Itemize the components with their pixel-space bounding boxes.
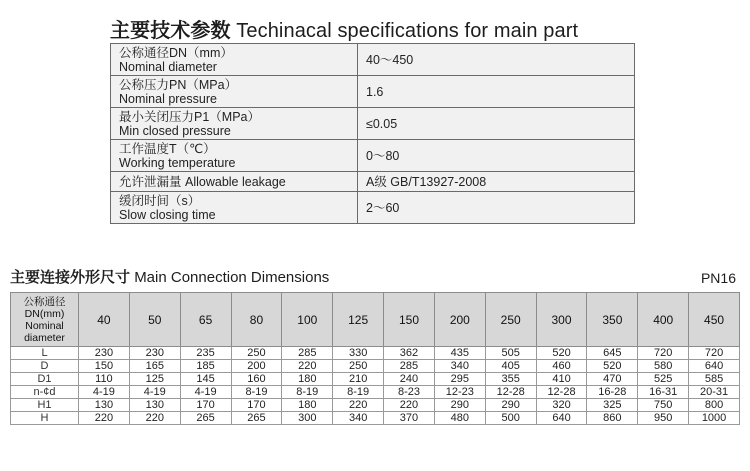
dimension-table: [10, 292, 740, 425]
dim-cell: 165: [129, 360, 180, 373]
spec-value: ≤0.05: [358, 108, 635, 140]
dim-cell: 950: [638, 412, 689, 425]
dim-row: [11, 386, 740, 399]
dim-header-line: DN(mm): [24, 307, 65, 320]
dim-cell: 285: [282, 347, 333, 360]
spec-row: [111, 44, 635, 76]
dim-cell: 185: [180, 360, 231, 373]
dim-size-header: 300: [536, 293, 587, 347]
dim-cell: 370: [384, 412, 435, 425]
dim-cell: 150: [79, 360, 130, 373]
dim-cell: 220: [333, 399, 384, 412]
dim-cell: 8-23: [384, 386, 435, 399]
spec-row: [111, 76, 635, 108]
spec-row: [111, 192, 635, 224]
dim-cell: 362: [384, 347, 435, 360]
dim-cell: 12-28: [536, 386, 587, 399]
spec-key-zh: 公称通径DN（mm）: [119, 45, 233, 60]
dim-cell: 240: [384, 373, 435, 386]
spec-key-zh: 缓闭时间（s）: [119, 193, 201, 208]
spec-row: [111, 108, 635, 140]
dim-cell: 16-28: [587, 386, 638, 399]
dim-cell: 525: [638, 373, 689, 386]
dim-cell: 520: [587, 360, 638, 373]
spec-value: A级 GB/T13927-2008: [358, 172, 635, 192]
dim-size-header: 80: [231, 293, 282, 347]
dim-section-title: [10, 266, 329, 287]
dim-cell: 250: [333, 360, 384, 373]
dim-row-label: L: [11, 347, 79, 360]
dim-cell: 110: [79, 373, 130, 386]
dim-cell: 300: [282, 412, 333, 425]
dim-title-en: Main Connection Dimensions: [134, 269, 330, 286]
dim-cell: 4-19: [129, 386, 180, 399]
spec-title-zh: 主要技术参数: [110, 20, 231, 42]
dim-cell: 125: [129, 373, 180, 386]
dim-cell: 325: [587, 399, 638, 412]
spec-key: [111, 108, 358, 140]
dim-row: [11, 399, 740, 412]
dim-size-header: 65: [180, 293, 231, 347]
spec-key-zh: 公称压力PN（MPa）: [119, 77, 238, 92]
dim-title-zh: 主要连接外形尺寸: [10, 269, 131, 286]
spec-key: [111, 76, 358, 108]
dim-cell: 330: [333, 347, 384, 360]
dim-size-header: 100: [282, 293, 333, 347]
dim-cell: 720: [638, 347, 689, 360]
dim-size-header: 50: [129, 293, 180, 347]
dim-cell: 750: [638, 399, 689, 412]
spec-key: [111, 44, 358, 76]
dim-cell: 720: [689, 347, 740, 360]
spec-key-zh: 最小关闭压力P1（MPa）: [119, 109, 260, 124]
dim-cell: 405: [485, 360, 536, 373]
dim-cell: 435: [434, 347, 485, 360]
dim-cell: 220: [282, 360, 333, 373]
dim-cell: 295: [434, 373, 485, 386]
dim-cell: 12-28: [485, 386, 536, 399]
dim-cell: 4-19: [180, 386, 231, 399]
dim-cell: 20-31: [689, 386, 740, 399]
dim-size-header: 400: [638, 293, 689, 347]
dim-row-label: D: [11, 360, 79, 373]
dim-cell: 285: [384, 360, 435, 373]
dim-cell: 410: [536, 373, 587, 386]
dim-size-header: 150: [384, 293, 435, 347]
dim-row-label: H1: [11, 399, 79, 412]
dim-row: [11, 373, 740, 386]
dim-size-header: 250: [485, 293, 536, 347]
spec-key-en: Working temperature: [119, 155, 236, 170]
spec-key-zh: 允许泄漏量: [119, 174, 182, 189]
spec-key-en: Min closed pressure: [119, 123, 231, 138]
dim-cell: 8-19: [333, 386, 384, 399]
spec-table: [110, 43, 635, 224]
dim-size-header: 40: [79, 293, 130, 347]
dim-cell: 320: [536, 399, 587, 412]
dim-cell: 200: [231, 360, 282, 373]
dim-cell: 16-31: [638, 386, 689, 399]
dim-cell: 470: [587, 373, 638, 386]
dim-header-line: diameter: [24, 331, 65, 344]
dim-cell: 645: [587, 347, 638, 360]
dim-cell: 160: [231, 373, 282, 386]
dim-cell: 230: [79, 347, 130, 360]
dim-header-label: [11, 293, 79, 347]
dim-cell: 8-19: [282, 386, 333, 399]
dim-size-header: 200: [434, 293, 485, 347]
spec-key-en: Nominal diameter: [119, 59, 217, 74]
dim-cell: 130: [129, 399, 180, 412]
spec-value: 40～450: [358, 44, 635, 76]
spec-key-en: Slow closing time: [119, 207, 216, 222]
dim-cell: 220: [129, 412, 180, 425]
dim-cell: 250: [231, 347, 282, 360]
dim-cell: 265: [231, 412, 282, 425]
spec-key: [111, 140, 358, 172]
dim-cell: 170: [180, 399, 231, 412]
spec-key-en: Allowable leakage: [185, 174, 286, 189]
dim-size-header: 125: [333, 293, 384, 347]
dim-size-header: 450: [689, 293, 740, 347]
spec-value: 0～80: [358, 140, 635, 172]
dim-row: [11, 360, 740, 373]
dim-cell: 520: [536, 347, 587, 360]
dim-size-header: 350: [587, 293, 638, 347]
dim-cell: 8-19: [231, 386, 282, 399]
dim-cell: 340: [434, 360, 485, 373]
dim-cell: 235: [180, 347, 231, 360]
spec-key-en: Nominal pressure: [119, 91, 217, 106]
dim-cell: 290: [434, 399, 485, 412]
pn-label: PN16: [700, 270, 736, 286]
dim-cell: 340: [333, 412, 384, 425]
dim-row-label: H: [11, 412, 79, 425]
dim-row-label: n-¢d: [11, 386, 79, 399]
dim-cell: 130: [79, 399, 130, 412]
spec-section-title: [110, 14, 578, 43]
dim-cell: 4-19: [79, 386, 130, 399]
dim-cell: 460: [536, 360, 587, 373]
dim-cell: 265: [180, 412, 231, 425]
spec-title-en: Techinacal specifications for main part: [236, 20, 579, 42]
dim-cell: 580: [638, 360, 689, 373]
dim-header-row: [11, 293, 740, 347]
dim-header-line: Nominal: [25, 319, 64, 332]
dim-cell: 500: [485, 412, 536, 425]
dim-cell: 355: [485, 373, 536, 386]
dim-cell: 230: [129, 347, 180, 360]
dim-cell: 145: [180, 373, 231, 386]
dim-cell: 180: [282, 399, 333, 412]
dim-cell: 12-23: [434, 386, 485, 399]
dim-cell: 220: [79, 412, 130, 425]
dim-cell: 1000: [689, 412, 740, 425]
spec-key: [111, 172, 358, 192]
dim-cell: 505: [485, 347, 536, 360]
dim-cell: 290: [485, 399, 536, 412]
dim-row-label: D1: [11, 373, 79, 386]
dim-cell: 640: [689, 360, 740, 373]
dim-cell: 170: [231, 399, 282, 412]
spec-key-zh: 工作温度T（℃）: [119, 141, 216, 156]
dim-cell: 860: [587, 412, 638, 425]
spec-value: 1.6: [358, 76, 635, 108]
dim-cell: 640: [536, 412, 587, 425]
spec-key: [111, 192, 358, 224]
spec-row: [111, 140, 635, 172]
dim-cell: 480: [434, 412, 485, 425]
dim-header-line: 公称通径: [23, 295, 66, 308]
dim-row: [11, 347, 740, 360]
spec-row: [111, 172, 635, 192]
dim-row: [11, 412, 740, 425]
dim-cell: 220: [384, 399, 435, 412]
dim-cell: 210: [333, 373, 384, 386]
dim-cell: 585: [689, 373, 740, 386]
spec-value: 2～60: [358, 192, 635, 224]
dim-cell: 800: [689, 399, 740, 412]
dim-cell: 180: [282, 373, 333, 386]
